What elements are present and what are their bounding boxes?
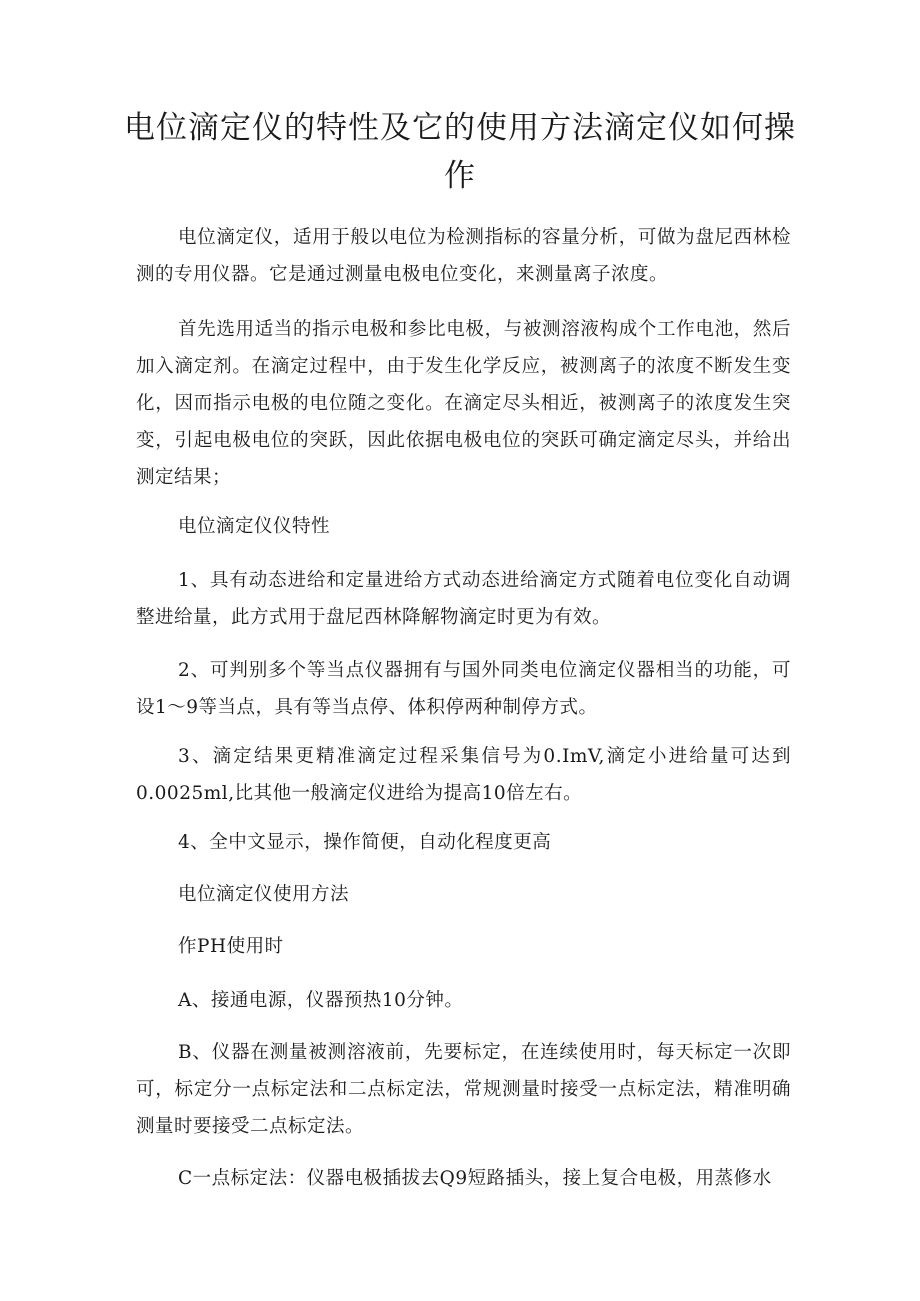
subheading-ph-usage: 作PH使用时	[178, 936, 284, 957]
step-b: B、仪器在测量被测溶液前，先要标定，在连续使用时，每天标定一次即可，标定分一点标定法和二点标定法，常规测量时接受一点标定法，精准明确测量时要接受二点标定法。	[136, 1042, 791, 1137]
paragraph-principle: 首先选用适当的指示电极和参比电极，与被测溶液构成个工作电池，然后加入滴定剂。在滴定过程中，由于发生化学反应，被测离子的浓度不断发生变化，因而指示电极的电位随之变化。在滴定尽头相近，被测离子的浓度发生突变，引起电极电位的突跃，因此依据电极电位的突跃可确定滴定尽头，并给出测定结果；	[136, 319, 791, 488]
step-a: A、接通电源，仪器预热10分钟。	[178, 990, 464, 1011]
section-heading-features: 电位滴定仪仪特性	[178, 516, 331, 537]
paragraph-intro: 电位滴定仪，适用于般以电位为检测指标的容量分析，可做为盘尼西林检测的专用仪器。它是通过测量电极电位变化，来测量离子浓度。	[136, 227, 791, 285]
feature-item-3: 3、滴定结果更精准滴定过程采集信号为0.ImV,滴定小进给量可达到0.0025ml,比其他一般滴定仪进给为提高10倍左右。	[136, 746, 791, 804]
feature-item-2: 2、可判别多个等当点仪器拥有与国外同类电位滴定仪器相当的功能，可设1～9等当点，具有等当点停、体积停两种制停方式。	[136, 660, 791, 718]
feature-item-1: 1、具有动态进给和定量进给方式动态进给滴定方式随着电位变化自动调整进给量，此方式用于盘尼西林降解物滴定时更为有效。	[136, 570, 791, 628]
document-title: 电位滴定仪的特性及它的使用方法滴定仪如何操作	[124, 110, 796, 194]
feature-item-4: 4、全中文显示，操作简便，自动化程度更高	[178, 832, 552, 853]
section-heading-usage: 电位滴定仪使用方法	[178, 884, 350, 905]
step-c: C一点标定法：仪器电极插拔去Q9短路插头，接上复合电极，用蒸修水	[178, 1168, 772, 1189]
